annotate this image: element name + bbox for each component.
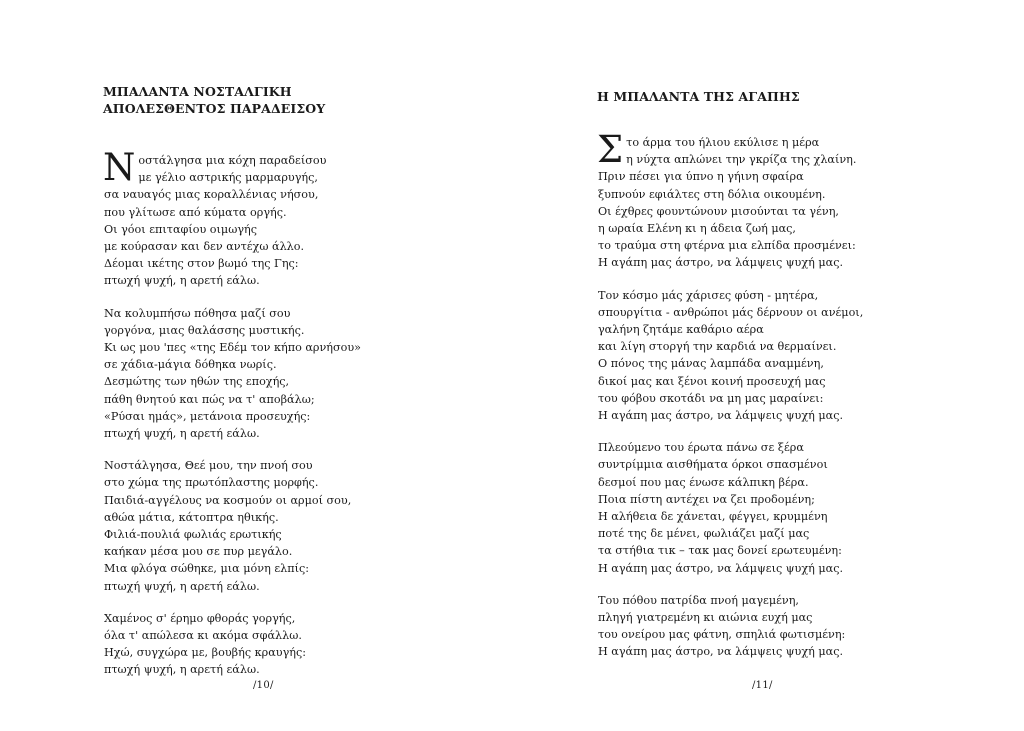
verse-line: σπουργίτια - ανθρώποι μάς δέρνουν οι ανέμοι, [598,305,864,319]
right-page [512,0,1024,731]
verse-line: γαλήνη ζητάμε καθάριο αέρα [598,323,764,337]
verse-line: Οι γόοι επιταφίου οιμωγής [104,222,257,236]
verse-line: πτωχή ψυχή, η αρετή εάλω. [104,663,260,677]
verse-line: Ηχώ, συγχώρα με, βουβής κραυγής: [104,646,307,660]
title-line: ΜΠΑΛΑΝΤΑ ΝΟΣΤΑΛΓΙΚΗ [103,84,292,99]
verse-line: Νοστάλγησα, Θεέ μου, την πνοή σου [104,459,313,473]
verse-line: με κούρασαν και δεν αντέχω άλλο. [104,240,305,254]
verse-line: πάθη θνητού και πώς να τ' αποβάλω; [104,392,315,406]
verse-line: συντρίμμια αισθήματα όρκοι σπασμένοι [598,458,828,472]
title-line: Η ΜΠΑΛΑΝΤΑ ΤΗΣ ΑΓΑΠΗΣ [597,89,800,104]
stanza [103,146,361,290]
page-number: /10/ [253,680,274,691]
verse-line: Ο πόνος της μάνας λαμπάδα αναμμένη, [598,357,824,371]
verse-line: του ονείρου μας φάτνη, σπηλιά φωτισμένη: [598,628,846,642]
verse-line: τα στήθια τικ – τακ μας δονεί ερωτευμένη: [598,544,842,558]
stanza [104,610,361,679]
verse-line: που γλίτωσε από κύματα οργής. [104,205,287,219]
verse-line: το άρμα του ήλιου εκύλισε η μέρα [626,136,820,149]
verse-line: Η αγάπη μας άστρο, να λάμψεις ψυχή μας. [598,256,844,270]
stanza [104,305,361,443]
verse-line: όλα τ' απώλεσα κι ακόμα σφάλλω. [104,629,302,643]
verse-line: με γέλιο αστρικής μαρμαρυγής, [138,171,318,185]
title-line: ΑΠΟΛΕΣΘΕΝΤΟΣ ΠΑΡΑΔΕΙΣΟΥ [103,101,326,116]
stanza [598,592,863,661]
verse-line: Να κολυμπήσω πόθησα μαζί σου [104,306,291,320]
verse-line: Φιλιά-πουλιά φωλιάς ερωτικής [104,528,282,542]
verse-line: Η αγάπη μας άστρο, να λάμψεις ψυχή μας. [598,561,844,575]
verse-line: η ωραία Ελένη κι η άδεια ζωή μας, [598,222,796,236]
verse-line: Μια φλόγα σώθηκε, μια μόνη ελπίς: [104,562,310,576]
verse-line: Δέομαι ικέτης στον βωμό της Γης: [104,257,299,271]
verse-line: Οι έχθρες φουντώνουν μισούνται τα γένη, [598,204,839,218]
stanza [598,439,863,577]
verse-line: Η αγάπη μας άστρο, να λάμψεις ψυχή μας. [598,645,844,659]
verse-line: του φόβου σκοτάδι να μη μας μαραίνει: [598,391,824,405]
page-number: /11/ [752,680,773,691]
verse-line: «Ρύσαι ημάς», μετάνοια προσευχής: [104,409,311,423]
verse-line: ποτέ της δε μένει, φωλιάζει μαζί μας [598,527,810,541]
verse-line: στο χώμα της πρωτόπλαστης μορφής. [104,476,319,490]
verse-line: πτωχή ψυχή, η αρετή εάλω. [104,579,260,593]
verse-line: η νύχτα απλώνει την γκρίζα της χλαίνη. [626,153,857,167]
stanza [597,128,863,272]
verse-line: Ποια πίστη αντέχει να ζει προδομένη; [598,492,815,506]
verse-line: σε χάδια-μάγια δόθηκα νωρίς. [104,358,277,372]
verse-line: Κι ως μου 'πες «της Εδέμ τον κήπο αρνήσου» [104,341,362,355]
verse-line: Η αγάπη μας άστρο, να λάμψεις ψυχή μας. [598,409,844,423]
verse-line: δικοί μας και ξένοι κοινή προσευχή μας [598,374,826,388]
verse-line: Πριν πέσει για ύπνο η γήινη σφαίρα [598,170,804,184]
verse-line: Παιδιά-αγγέλους να κοσμούν οι αρμοί σου, [104,493,352,507]
verse-line: γοργόνα, μιας θαλάσσης μυστικής. [104,323,305,337]
verse-line: Δεσμώτης των ηθών της εποχής, [104,375,290,389]
poem-title [103,83,325,117]
verse-line: πτωχή ψυχή, η αρετή εάλω. [104,274,260,288]
verse-line: Του πόθου πατρίδα πνοή μαγεμένη, [598,593,799,607]
verse-line: αθώα μάτια, κάτοπτρα ηθικής. [104,510,279,524]
verse-line: το τραύμα στη φτέρνα μια ελπίδα προσμένει: [598,239,856,253]
verse-line: καήκαν μέσα μου σε πυρ μεγάλο. [104,545,293,559]
poem-body [597,128,864,676]
drop-cap: Σ [597,128,624,171]
verse-line: Η αλήθεια δε χάνεται, φέγγει, κρυμμένη [598,510,828,524]
stanza [104,457,361,595]
verse-line: οστάλγησα μια κόχη παραδείσου [138,154,327,167]
verse-line: πτωχή ψυχή, η αρετή εάλω. [104,427,260,441]
verse-line: Πλεούμενο του έρωτα πάνω σε ξέρα [598,441,804,455]
verse-line: ξυπνούν εφιάλτες στη δόλια οικουμένη. [598,187,826,201]
verse-line: Τον κόσμο μάς χάρισες φύση - μητέρα, [598,288,819,302]
verse-line: πληγή γιατρεμένη κι αιώνια ευχή μας [598,611,813,625]
verse-line: και λίγη στοργή την καρδιά να θερμαίνει. [598,340,837,354]
verse-line: Χαμένος σ' έρημο φθοράς γοργής, [104,611,296,625]
poem-body [103,146,362,694]
stanza [598,287,863,425]
verse-line: σα ναυαγός μιας κοραλλένιας νήσου, [104,188,319,202]
drop-cap: Ν [103,146,136,189]
verse-line: δεσμοί που μας ένωσε κάλπικη βέρα. [598,475,809,489]
poem-title [597,88,800,105]
